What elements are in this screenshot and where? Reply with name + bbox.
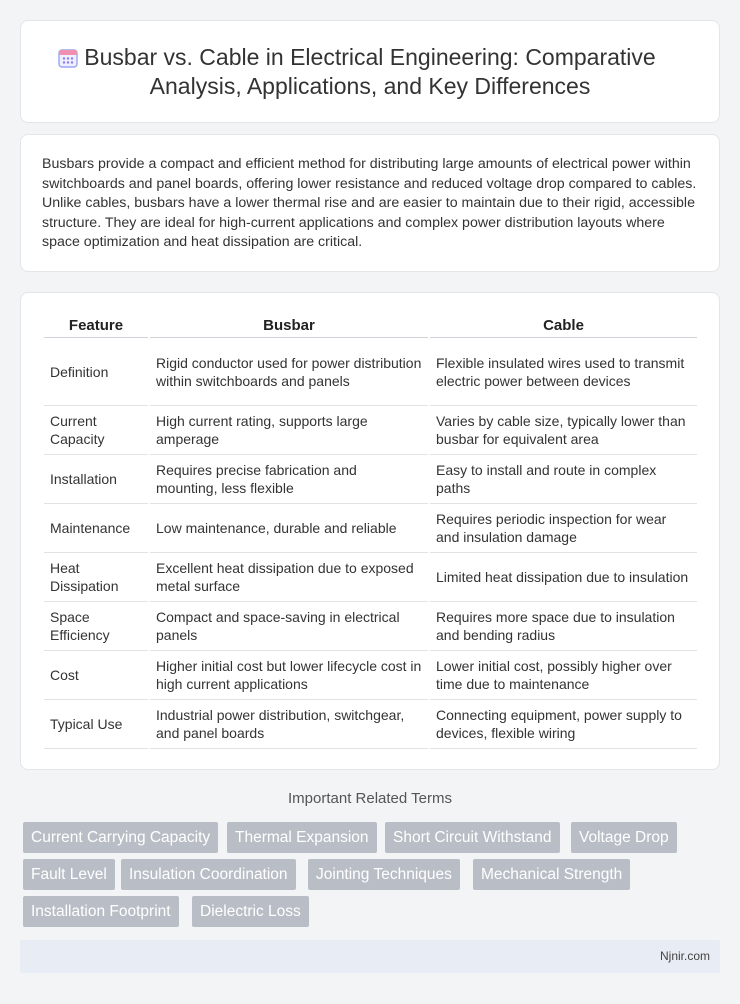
- feature-cell: Cost: [44, 651, 148, 700]
- busbar-cell: Industrial power distribution, switchgear, and panel boards: [150, 700, 428, 749]
- related-term-tag[interactable]: Jointing Techniques: [308, 859, 460, 890]
- feature-cell: Definition: [44, 338, 148, 406]
- related-term-tag[interactable]: Short Circuit Withstand: [385, 822, 560, 853]
- related-term-tag[interactable]: Thermal Expansion: [227, 822, 377, 853]
- table-header-row: [44, 313, 697, 338]
- summary-text: Busbars provide a compact and efficient method for distributing large amounts of electrical power within switchboards and panel boards, offering lower resistance and reduced voltage drop compared to cables. Unlike cables, busbars have a lower thermal rise and are easier to maintain due to their rigid, accessible structure. They are ideal for high-current applications and complex power distribution layouts where space optimization and heat dissipation are critical.: [42, 156, 697, 251]
- table-row: [44, 504, 697, 553]
- related-term-tag[interactable]: Mechanical Strength: [473, 859, 630, 890]
- busbar-cell: Low maintenance, durable and reliable: [150, 504, 428, 553]
- table-row: [44, 553, 697, 602]
- related-term-tag[interactable]: Insulation Coordination: [121, 859, 296, 890]
- related-term-tag[interactable]: Fault Level: [23, 859, 115, 890]
- feature-cell: Maintenance: [44, 504, 148, 553]
- feature-cell: Current Capacity: [44, 406, 148, 455]
- busbar-cell: Rigid conductor used for power distribution within switchboards and panels: [150, 338, 428, 406]
- feature-cell: Typical Use: [44, 700, 148, 749]
- table-row: [44, 338, 697, 406]
- table-row: [44, 700, 697, 749]
- related-term-tag[interactable]: Installation Footprint: [23, 896, 179, 927]
- header-busbar: Busbar: [150, 313, 428, 338]
- cable-cell: Lower initial cost, possibly higher over time due to maintenance: [430, 651, 697, 700]
- table-row: [44, 406, 697, 455]
- busbar-cell: Excellent heat dissipation due to exposed metal surface: [150, 553, 428, 602]
- cable-cell: Flexible insulated wires used to transmit electric power between devices: [430, 338, 697, 406]
- related-term-tag[interactable]: Current Carrying Capacity: [23, 822, 218, 853]
- comparison-table: [42, 313, 699, 749]
- related-term-tag[interactable]: Voltage Drop: [571, 822, 677, 853]
- page-title: Busbar vs. Cable in Electrical Engineering: Comparative Analysis, Applications, and Key Differences: [84, 44, 656, 99]
- busbar-cell: High current rating, supports large amperage: [150, 406, 428, 455]
- header-feature: Feature: [44, 313, 148, 338]
- cable-cell: Requires periodic inspection for wear and insulation damage: [430, 504, 697, 553]
- comparison-table-card: [20, 292, 720, 770]
- busbar-cell: Compact and space-saving in electrical panels: [150, 602, 428, 651]
- feature-cell: Installation: [44, 455, 148, 504]
- table-row: [44, 651, 697, 700]
- footer-bar: [20, 940, 720, 973]
- related-terms-heading: Important Related Terms: [288, 790, 452, 807]
- related-term-tag[interactable]: Dielectric Loss: [192, 896, 309, 927]
- busbar-cell: Higher initial cost but lower lifecycle cost in high current applications: [150, 651, 428, 700]
- feature-cell: Heat Dissipation: [44, 553, 148, 602]
- title-card: [20, 20, 720, 123]
- summary-card: [20, 134, 720, 272]
- table-row: [44, 602, 697, 651]
- header-cable: Cable: [430, 313, 697, 338]
- footer-site-name: Njnir.com: [659, 949, 710, 963]
- feature-cell: Space Efficiency: [44, 602, 148, 651]
- cable-cell: Varies by cable size, typically lower than busbar for equivalent area: [430, 406, 697, 455]
- cable-cell: Connecting equipment, power supply to devices, flexible wiring: [430, 700, 697, 749]
- cable-cell: Requires more space due to insulation and bending radius: [430, 602, 697, 651]
- table-row: [44, 455, 697, 504]
- busbar-cell: Requires precise fabrication and mounting, less flexible: [150, 455, 428, 504]
- cable-cell: Easy to install and route in complex paths: [430, 455, 697, 504]
- cable-cell: Limited heat dissipation due to insulation: [430, 553, 697, 602]
